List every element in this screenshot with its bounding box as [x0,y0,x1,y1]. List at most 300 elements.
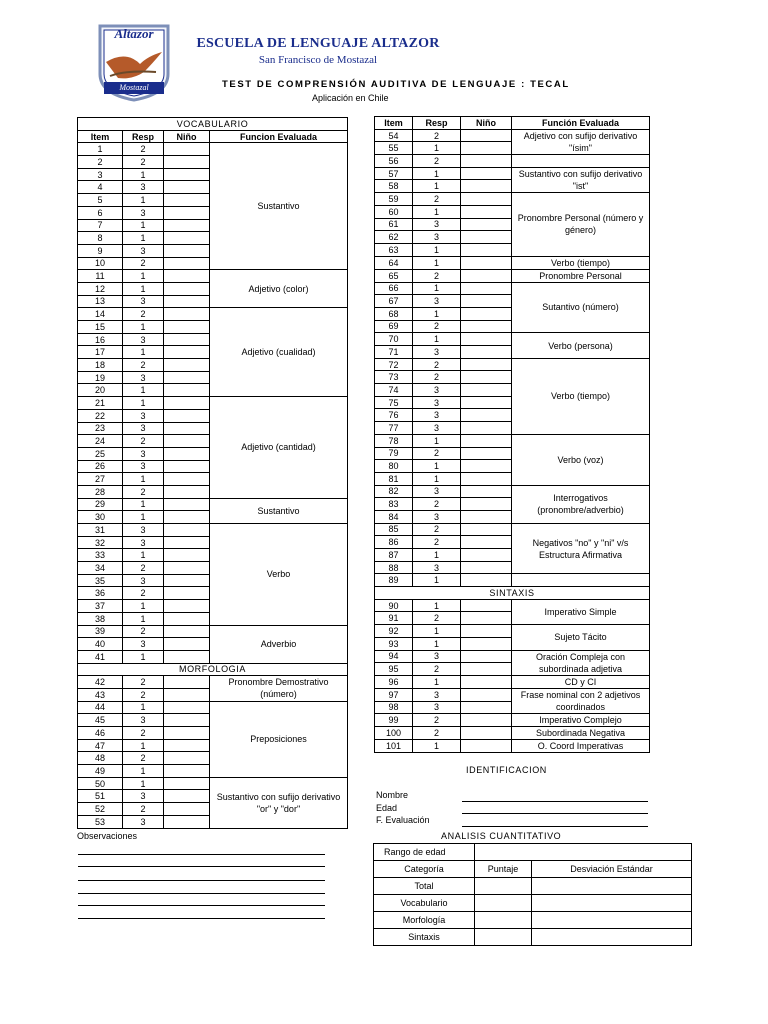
child-response-cell[interactable] [461,625,512,638]
item-number: 52 [78,803,123,816]
age-field[interactable] [462,813,648,814]
expected-response: 1 [123,701,164,714]
logo-subtext: Mostazal [119,83,149,92]
child-response-cell[interactable] [461,472,512,485]
child-response-cell[interactable] [164,257,210,270]
child-response-cell[interactable] [164,727,210,740]
item-number: 4 [78,181,123,194]
child-response-cell[interactable] [461,218,512,231]
child-response-cell[interactable] [164,371,210,384]
item-number: 21 [78,397,123,410]
item-number: 29 [78,498,123,511]
child-response-cell[interactable] [461,346,512,359]
child-response-cell[interactable] [461,320,512,333]
child-response-cell[interactable] [164,587,210,600]
header-item: Item [78,130,123,143]
item-number: 25 [78,447,123,460]
expected-response: 3 [413,396,461,409]
expected-response: 3 [123,524,164,537]
child-response-cell[interactable] [461,422,512,435]
function-evaluated: Adjetivo (cualidad) [210,308,348,397]
child-response-cell[interactable] [164,473,210,486]
expected-response: 3 [123,714,164,727]
header-function: Funcion Evaluada [210,130,348,143]
table-row [375,485,650,498]
child-response-cell[interactable] [461,180,512,193]
expected-response: 3 [123,333,164,346]
item-number: 60 [375,205,413,218]
child-response-cell[interactable] [461,650,512,663]
child-response-cell[interactable] [461,701,512,714]
item-number: 95 [375,663,413,676]
item-number: 7 [78,219,123,232]
child-response-cell[interactable] [164,612,210,625]
function-evaluated: Adjetivo con sufijo derivativo "ísim" [512,129,650,154]
child-response-cell[interactable] [461,510,512,523]
child-response-cell[interactable] [164,536,210,549]
age-range-label: Rango de edad [374,844,475,861]
evaluation-date-label: F. Evaluación [376,815,430,825]
child-response-cell[interactable] [461,333,512,346]
item-number: 3 [78,168,123,181]
function-evaluated: Frase nominal con 2 adjetivos coordinados [512,688,650,713]
item-number: 71 [375,346,413,359]
item-number: 96 [375,675,413,688]
function-evaluated: Verbo (persona) [512,333,650,358]
item-number: 50 [78,777,123,790]
child-response-cell[interactable] [164,397,210,410]
child-response-cell[interactable] [461,485,512,498]
expected-response: 1 [123,346,164,359]
table-row [375,193,650,206]
item-number: 59 [375,193,413,206]
item-number: 6 [78,206,123,219]
child-response-cell[interactable] [164,308,210,321]
expected-response: 3 [123,181,164,194]
table-row [78,625,348,638]
item-number: 44 [78,701,123,714]
child-response-cell[interactable] [461,714,512,727]
item-number: 78 [375,434,413,447]
item-number: 51 [78,790,123,803]
child-response-cell[interactable] [164,460,210,473]
expected-response: 1 [123,232,164,245]
child-response-cell[interactable] [164,638,210,651]
child-response-cell[interactable] [164,815,210,828]
expected-response: 1 [413,472,461,485]
expected-response: 2 [123,688,164,701]
function-evaluated: CD y CI [512,675,650,688]
expected-response: 2 [413,371,461,384]
expected-response: 1 [413,256,461,269]
expected-response: 3 [413,485,461,498]
header-function: Función Evaluada [512,117,650,130]
school-name: ESCUELA DE LENGUAJE ALTAZOR [196,36,440,51]
name-label: Nombre [376,790,409,800]
child-response-cell[interactable] [164,714,210,727]
name-field[interactable] [462,801,648,802]
child-response-cell[interactable] [164,688,210,701]
observation-line[interactable] [78,866,325,867]
observation-line[interactable] [78,905,325,906]
child-response-cell[interactable] [164,790,210,803]
expected-response: 1 [123,168,164,181]
expected-response: 2 [123,562,164,575]
item-number: 9 [78,244,123,257]
child-response-cell[interactable] [461,434,512,447]
table-row [375,358,650,371]
child-response-cell[interactable] [164,498,210,511]
expected-response: 2 [413,155,461,168]
function-evaluated: Sutantivo (número) [512,282,650,333]
header-category: Categoría [374,861,475,878]
item-number: 2 [78,156,123,169]
item-number: 30 [78,511,123,524]
age-label: Edad [376,803,398,813]
child-response-cell[interactable] [164,435,210,448]
table-row [375,523,650,536]
child-response-cell[interactable] [164,777,210,790]
expected-response: 1 [123,321,164,334]
observation-line[interactable] [78,918,325,919]
child-response-cell[interactable] [461,384,512,397]
function-evaluated: Verbo [210,524,348,626]
child-response-cell[interactable] [164,346,210,359]
child-response-cell[interactable] [164,244,210,257]
item-number: 26 [78,460,123,473]
expected-response: 1 [413,180,461,193]
header-row [78,130,348,143]
expected-response: 3 [123,244,164,257]
expected-response: 3 [413,384,461,397]
child-response-cell[interactable] [164,282,210,295]
item-number: 10 [78,257,123,270]
item-number: 86 [375,536,413,549]
expected-response: 1 [413,460,461,473]
expected-response: 3 [123,638,164,651]
table-row [78,143,348,156]
header-score: Puntaje [475,861,532,878]
expected-response: 1 [413,675,461,688]
item-number: 18 [78,359,123,372]
item-number: 36 [78,587,123,600]
child-response-cell[interactable] [461,243,512,256]
observation-line[interactable] [78,854,325,855]
std-dev-cell[interactable] [532,929,692,946]
item-number: 15 [78,321,123,334]
item-number: 14 [78,308,123,321]
observation-line[interactable] [78,893,325,894]
child-response-cell[interactable] [164,194,210,207]
expected-response: 2 [123,485,164,498]
item-number: 92 [375,625,413,638]
child-response-cell[interactable] [164,803,210,816]
function-evaluated: Sujeto Tácito [512,625,650,650]
item-number: 87 [375,549,413,562]
function-evaluated: Sustantivo con sufijo derivativo "ist" [512,167,650,192]
child-response-cell[interactable] [461,167,512,180]
child-response-cell[interactable] [164,168,210,181]
expected-response: 2 [123,676,164,689]
child-response-cell[interactable] [461,269,512,282]
logo-text: Altazor [114,26,154,41]
child-response-cell[interactable] [461,460,512,473]
item-number: 33 [78,549,123,562]
child-response-cell[interactable] [164,625,210,638]
expected-response: 1 [123,270,164,283]
child-response-cell[interactable] [461,549,512,562]
age-range-value[interactable] [475,844,692,861]
expected-response: 1 [123,282,164,295]
table-row [375,167,650,180]
expected-response: 2 [123,156,164,169]
child-response-cell[interactable] [164,422,210,435]
expected-response: 1 [123,777,164,790]
item-number: 99 [375,714,413,727]
expected-response: 2 [123,803,164,816]
score-cell[interactable] [475,878,532,895]
child-response-cell[interactable] [164,295,210,308]
child-response-cell[interactable] [164,739,210,752]
child-response-cell[interactable] [461,205,512,218]
child-response-cell[interactable] [461,612,512,625]
child-response-cell[interactable] [164,650,210,663]
child-response-cell[interactable] [164,752,210,765]
child-response-cell[interactable] [461,447,512,460]
expected-response: 1 [413,574,461,587]
item-number: 91 [375,612,413,625]
function-evaluated: Sustantivo con sufijo derivativo "or" y "dor" [210,777,348,828]
expected-response: 3 [413,295,461,308]
table-row [375,625,650,638]
function-evaluated: Verbo (voz) [512,434,650,485]
function-evaluated: Subordinada Negativa [512,727,650,740]
expected-response: 2 [413,612,461,625]
item-number: 66 [375,282,413,295]
child-response-cell[interactable] [461,193,512,206]
function-evaluated: Imperativo Complejo [512,714,650,727]
table-row [78,777,348,790]
item-number: 63 [375,243,413,256]
expected-response: 3 [413,701,461,714]
child-response-cell[interactable] [164,676,210,689]
child-response-cell[interactable] [164,447,210,460]
child-response-cell[interactable] [164,143,210,156]
expected-response: 1 [413,205,461,218]
item-number: 75 [375,396,413,409]
category-syntax: Sintaxis [374,929,475,946]
expected-response: 1 [413,637,461,650]
item-number: 97 [375,688,413,701]
expected-response: 1 [413,307,461,320]
observation-line[interactable] [78,880,325,881]
child-response-cell[interactable] [461,155,512,168]
child-response-cell[interactable] [461,536,512,549]
child-response-cell[interactable] [164,384,210,397]
item-number: 90 [375,599,413,612]
table-row [375,714,650,727]
child-response-cell[interactable] [461,295,512,308]
table-row [375,740,650,753]
child-response-cell[interactable] [461,409,512,422]
expected-response: 1 [123,650,164,663]
expected-response: 2 [413,358,461,371]
function-evaluated [512,155,650,168]
item-number: 19 [78,371,123,384]
child-response-cell[interactable] [461,675,512,688]
child-response-cell[interactable] [164,181,210,194]
score-cell[interactable] [475,912,532,929]
expected-response: 3 [123,422,164,435]
expected-response: 1 [123,511,164,524]
child-response-cell[interactable] [461,637,512,650]
school-logo [96,22,172,102]
expected-response: 1 [413,167,461,180]
function-evaluated [512,574,650,587]
child-response-cell[interactable] [164,359,210,372]
child-response-cell[interactable] [164,409,210,422]
child-response-cell[interactable] [164,511,210,524]
function-evaluated: Oración Compleja con subordinada adjetiva [512,650,650,675]
morphology-syntax-table [374,116,650,753]
table-row [78,498,348,511]
std-dev-cell[interactable] [532,878,692,895]
item-number: 88 [375,561,413,574]
item-number: 83 [375,498,413,511]
child-response-cell[interactable] [461,688,512,701]
expected-response: 2 [123,257,164,270]
child-response-cell[interactable] [164,701,210,714]
child-response-cell[interactable] [164,219,210,232]
expected-response: 3 [413,231,461,244]
item-number: 67 [375,295,413,308]
table-row [78,524,348,537]
child-response-cell[interactable] [164,270,210,283]
header-row [375,117,650,130]
section-vocabulary-row [78,118,348,131]
expected-response: 3 [413,510,461,523]
category-vocabulary: Vocabulario [374,895,475,912]
child-response-cell[interactable] [461,129,512,142]
child-response-cell[interactable] [164,600,210,613]
child-response-cell[interactable] [461,256,512,269]
child-response-cell[interactable] [164,524,210,537]
child-response-cell[interactable] [461,727,512,740]
child-response-cell[interactable] [461,663,512,676]
item-number: 16 [78,333,123,346]
item-number: 27 [78,473,123,486]
child-response-cell[interactable] [164,574,210,587]
expected-response: 3 [123,460,164,473]
expected-response: 1 [413,282,461,295]
expected-response: 1 [413,740,461,753]
item-number: 98 [375,701,413,714]
child-response-cell[interactable] [164,562,210,575]
item-number: 12 [78,282,123,295]
table-row [78,397,348,410]
child-response-cell[interactable] [164,156,210,169]
expected-response: 3 [123,815,164,828]
child-response-cell[interactable] [461,142,512,155]
function-evaluated: Interrogativos (pronombre/adverbio) [512,485,650,523]
std-dev-cell[interactable] [532,895,692,912]
item-number: 74 [375,384,413,397]
score-cell[interactable] [475,895,532,912]
child-response-cell[interactable] [164,333,210,346]
item-number: 17 [78,346,123,359]
evaluation-date-field[interactable] [462,826,648,827]
expected-response: 2 [413,193,461,206]
child-response-cell[interactable] [461,561,512,574]
item-number: 42 [78,676,123,689]
category-total: Total [374,878,475,895]
function-evaluated: Preposiciones [210,701,348,777]
expected-response: 1 [123,194,164,207]
header-std-dev: Desviación Estándar [532,861,692,878]
child-response-cell[interactable] [461,358,512,371]
score-cell[interactable] [475,929,532,946]
header-resp: Resp [123,130,164,143]
child-response-cell[interactable] [461,231,512,244]
child-response-cell[interactable] [164,765,210,778]
child-response-cell[interactable] [164,549,210,562]
item-number: 20 [78,384,123,397]
child-response-cell[interactable] [461,282,512,295]
item-number: 54 [375,129,413,142]
table-row [78,270,348,283]
expected-response: 1 [413,599,461,612]
child-response-cell[interactable] [461,523,512,536]
item-number: 46 [78,727,123,740]
child-response-cell[interactable] [461,574,512,587]
child-response-cell[interactable] [461,599,512,612]
item-number: 49 [78,765,123,778]
expected-response: 2 [413,663,461,676]
std-dev-cell[interactable] [532,912,692,929]
expected-response: 2 [123,587,164,600]
item-number: 48 [78,752,123,765]
expected-response: 1 [413,434,461,447]
table-row [375,727,650,740]
test-title: TEST DE COMPRENSIÓN AUDITIVA DE LENGUAJE : TECAL [222,79,570,90]
section-syntax-row [375,587,650,600]
item-number: 8 [78,232,123,245]
child-response-cell[interactable] [461,396,512,409]
expected-response: 2 [123,752,164,765]
child-response-cell[interactable] [461,740,512,753]
child-response-cell[interactable] [164,485,210,498]
child-response-cell[interactable] [461,307,512,320]
child-response-cell[interactable] [164,321,210,334]
item-number: 41 [78,650,123,663]
function-evaluated: Adjetivo (cantidad) [210,397,348,499]
item-number: 28 [78,485,123,498]
expected-response: 3 [413,688,461,701]
child-response-cell[interactable] [461,498,512,511]
child-response-cell[interactable] [164,232,210,245]
item-number: 80 [375,460,413,473]
expected-response: 3 [123,295,164,308]
expected-response: 3 [123,409,164,422]
child-response-cell[interactable] [461,371,512,384]
table-row [375,675,650,688]
expected-response: 1 [123,739,164,752]
item-number: 34 [78,562,123,575]
child-response-cell[interactable] [164,206,210,219]
expected-response: 1 [123,473,164,486]
table-row [375,688,650,701]
table-row [375,333,650,346]
